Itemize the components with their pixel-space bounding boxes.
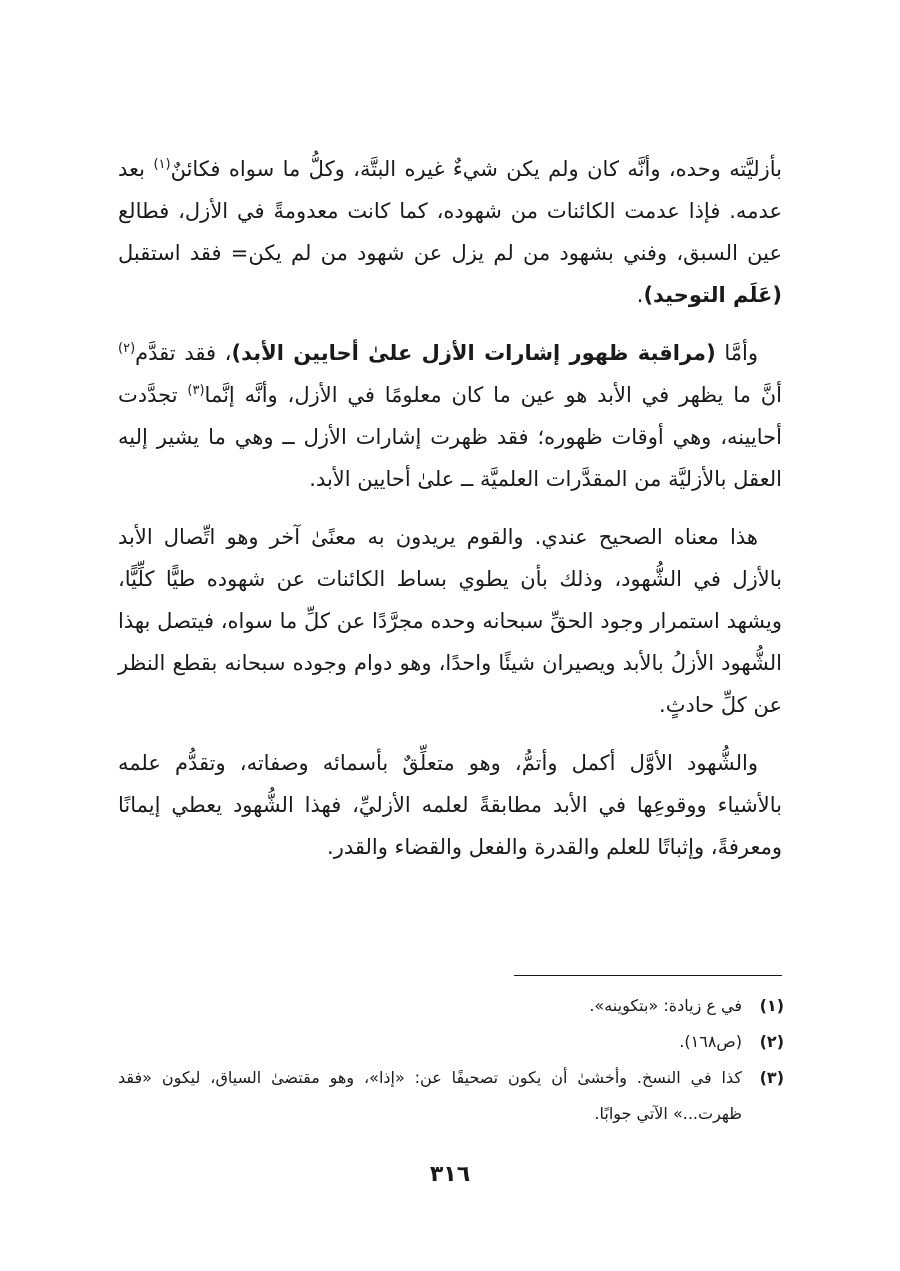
term-alam-al-tawhid: (عَلَم التوحيد)	[643, 283, 782, 307]
page-number: ٣١٦	[429, 1162, 471, 1187]
footnote-1	[118, 988, 784, 1024]
term-muraqaba: (مراقبة ظهور إشارات الأزل علىٰ أحايين الأبد)	[231, 341, 716, 365]
footnote-ref-2[interactable]: (٢)	[118, 341, 136, 356]
footnote-number-1: (١)	[759, 996, 784, 1015]
footnote-ref-3[interactable]: (٣)	[187, 383, 205, 398]
footnote-text-2: (ص١٦٨).	[679, 1032, 742, 1051]
page-body	[118, 148, 782, 884]
footnote-2	[118, 1024, 784, 1060]
footnote-text-3: كذا في النسخ. وأخشىٰ أن يكون تصحيفًا عن: «إذا»، وهو مقتضىٰ السياق، ليكون «فقد ظهرت...» الآتي جوابًا.	[118, 1068, 742, 1123]
paragraph-2-start: وأمَّا	[715, 341, 758, 365]
footnote-ref-1[interactable]: (١)	[153, 157, 171, 172]
paragraph-1-end: .	[636, 283, 644, 307]
footnote-number-2: (٢)	[759, 1032, 784, 1051]
paragraph-4: والشُّهود الأوَّل أكمل وأتمُّ، وهو متعلِّقٌ بأسمائه وصفاته، وتقدُّم علمه بالأشياء ووقوعِها في الأبد مطابقةً لعلمه الأزليِّ، فهذا الشُّهود يعطي إيمانًا ومعرفةً، وإثباتًا للعلم والقدرة والفعل والقضاء والقدر.	[118, 751, 782, 859]
footnote-text-1: في ع زيادة: «بتكوينه».	[589, 996, 742, 1015]
footnote-divider	[514, 975, 782, 976]
footnotes-section	[118, 988, 784, 1132]
paragraph-2-end: تجدَّدت أحايينه، وهي أوقات ظهوره؛ فقد ظهرت إشارات الأزل ــ وهي ما يشير إليه العقل بالأزليَّة من المقدَّرات العلميَّة ــ علىٰ أحايين الأبد.	[118, 383, 782, 491]
paragraph-1-text-a: بأزليَّته وحده، وأنَّه كان ولم يكن شيءٌ غيره البتَّة، وكلُّ ما سواه فكائنٌ	[170, 157, 782, 181]
footnote-number-3: (٣)	[759, 1068, 784, 1087]
paragraph-2-middle-2: أنَّ ما يظهر في الأبد هو عين ما كان معلومًا في الأزل، وأنَّه إنَّما	[204, 383, 782, 407]
paragraph-2-middle-1: ، فقد تقدَّم	[135, 341, 232, 365]
paragraph-2	[118, 332, 782, 500]
paragraph-1-text-b: بعد عدمه. فإذا عدمت الكائنات من شهوده، كما كانت معدومةً في الأزل، فطالع عين السبق، وفني بشهود من لم يزل عن شهود من لم يكن= فقد استقبل	[118, 157, 782, 265]
paragraph-1	[118, 148, 782, 316]
paragraph-3: هذا معناه الصحيح عندي. والقوم يريدون به معنًىٰ آخر وهو اتِّصال الأبد بالأزل في الشُّهود، وذلك بأن يطوي بساط الكائنات عن شهوده طيًّا كلِّيًّا، ويشهد استمرار وجود الحقِّ سبحانه وحده مجرَّدًا عن كلِّ ما سواه، فيتصل بهذا الشُّهود الأزلُ بالأبد ويصيران شيئًا واحدًا، وهو دوام وجوده سبحانه بقطع النظر عن كلِّ حادثٍ.	[118, 525, 782, 717]
footnote-3	[118, 1060, 784, 1132]
